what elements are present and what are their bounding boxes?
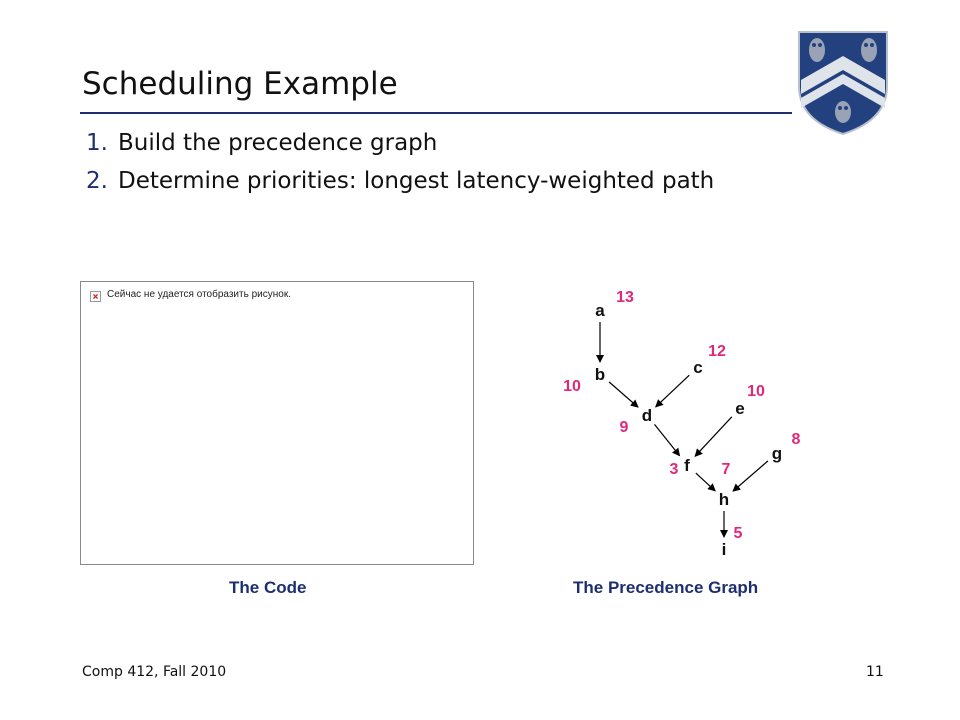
code-image-placeholder	[80, 281, 474, 565]
bullet-number: 1.	[86, 130, 108, 156]
node-e: e	[735, 399, 745, 418]
priority-h: 5	[733, 525, 743, 542]
node-f: f	[684, 456, 690, 475]
node-a: a	[595, 301, 605, 320]
footer-course: Comp 412, Fall 2010	[82, 664, 227, 680]
edge-b-d	[609, 382, 638, 407]
priority-b: 10	[563, 378, 581, 395]
bullet-text: Determine priorities: longest latency-weighted path	[118, 168, 715, 194]
caption-the-code: The Code	[229, 578, 307, 597]
node-d: d	[641, 406, 653, 425]
priority-c: 12	[708, 343, 726, 360]
priority-e: 10	[747, 383, 765, 400]
node-g: g	[771, 444, 783, 463]
priority-i: 3	[669, 461, 679, 478]
priority-a: 13	[616, 289, 634, 306]
edge-d-f	[654, 424, 679, 455]
broken-image-icon	[90, 291, 101, 302]
edge-g-h	[733, 461, 768, 491]
bullet-number: 2.	[86, 168, 108, 194]
edge-f-h	[696, 473, 715, 491]
title-underline	[80, 112, 792, 114]
bullet-item	[86, 162, 714, 200]
bullet-text: Build the precedence graph	[118, 130, 438, 156]
priority-g: 8	[791, 431, 801, 448]
node-i: i	[721, 540, 727, 559]
rice-crest-logo	[793, 28, 893, 138]
bullet-item	[86, 124, 714, 162]
priority-f: 7	[721, 461, 731, 478]
footer-page-number: 11	[866, 664, 884, 680]
bullet-list	[86, 124, 714, 200]
precedence-graph	[540, 270, 830, 570]
node-h: h	[718, 490, 730, 509]
edge-e-f	[695, 417, 732, 456]
broken-image-message: Сейчас не удается отобразить рисунок.	[107, 289, 291, 300]
caption-precedence-graph: The Precedence Graph	[573, 578, 759, 597]
node-c: c	[693, 358, 703, 377]
priority-d: 9	[619, 419, 629, 436]
node-b: b	[594, 365, 606, 384]
slide-title: Scheduling Example	[82, 66, 398, 102]
edge-c-d	[656, 375, 690, 407]
